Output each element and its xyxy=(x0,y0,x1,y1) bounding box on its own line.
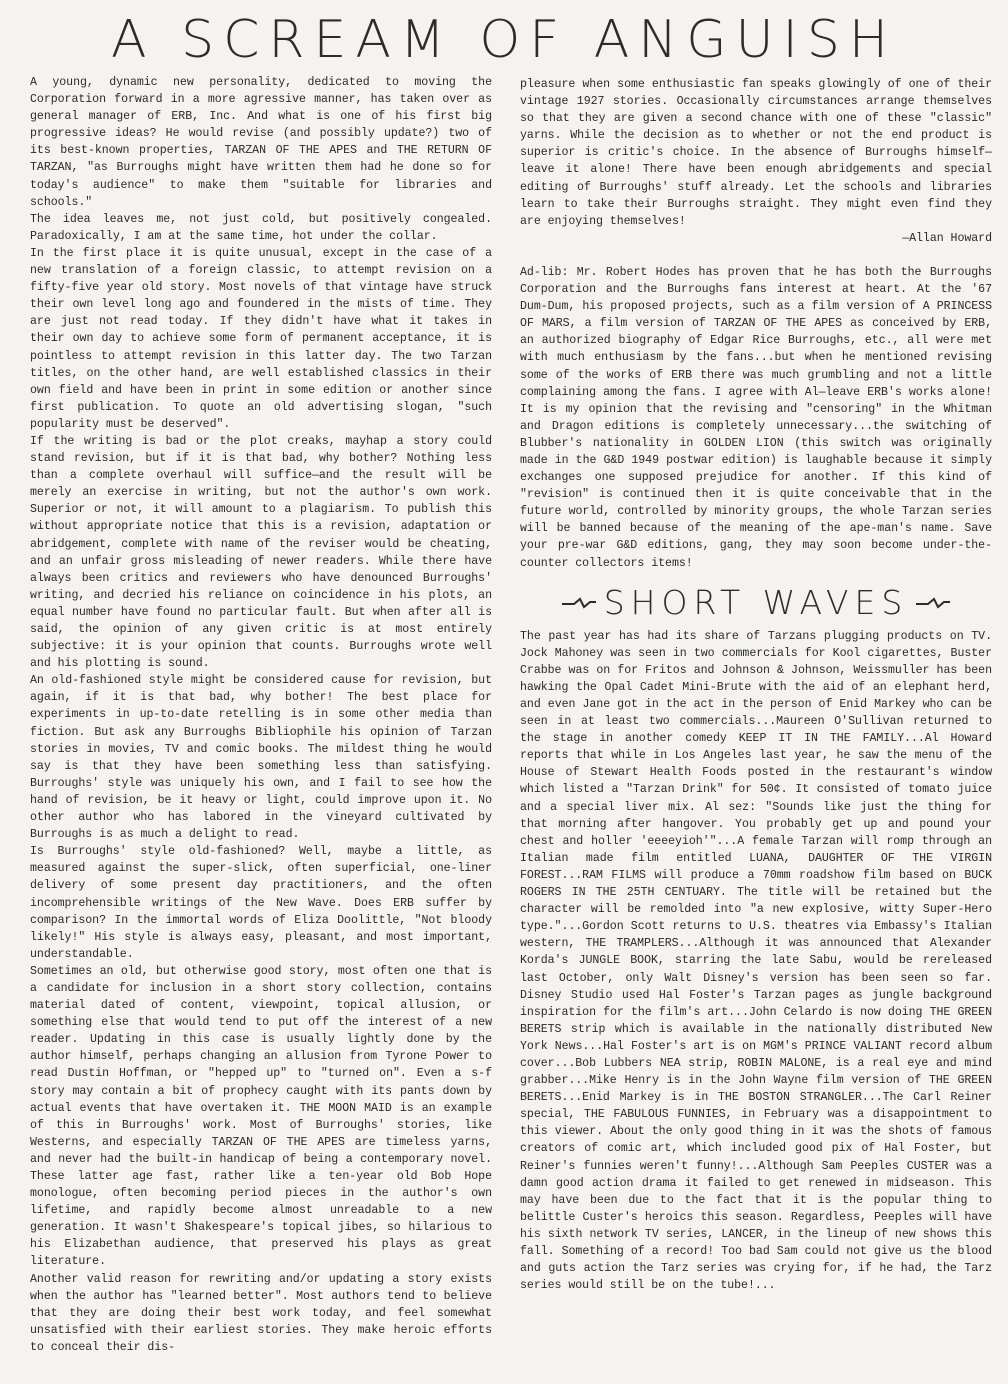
article-paragraph: Another valid reason for rewriting and/or updating a story exists when the author has "learned better". Most authors tend to believe that they are doing their best work today, and feel somewhat unsatisfied with their earliest stories. They make heroic efforts to conceal their dis- xyxy=(30,1272,492,1354)
left-column xyxy=(30,74,492,1356)
author-signature: —Allan Howard xyxy=(902,231,992,245)
article-paragraph: Is Burroughs' style old-fashioned? Well, maybe a little, as measured against the super-slick, often superficial, one-liner delivery of some present day practitioners, and the often incomprehensible writings of the New Wave. Does ERB suffer by comparison? In the immortal words of Eliza Doolittle, "Not bloody likely!" His style is always easy, pleasant, and most important, understandable. xyxy=(30,845,492,961)
right-column xyxy=(520,76,992,1294)
article-paragraph: A young, dynamic new personality, dedicated to moving the Corporation forward in a more agressive manner, has taken over as general manager of ERB, Inc. And what is one of his first big progressive ideas? He would revise (and possibly update?) two of its best-known properties, TARZAN OF THE APES and THE RETURN OF TARZAN, "as Burroughs might have written them had he done so for today's audience" to make them "suitable for libraries and schools." xyxy=(30,76,492,209)
article-paragraph: pleasure when some enthusiastic fan speaks glowingly of one of their vintage 1927 stories. Occasionally circumstances arrange themselves so that they are given a second chance with one of these "classic" yarns. While the decision as to whether or not the end product is superior is critic's choice. In the absence of Burroughs himself—leave it alone! There have been enough abridgements and special editing of Burroughs' stuff already. Let the schools and libraries learn to take their Burroughs straight. They might even find they are enjoying themselves! xyxy=(520,78,992,228)
article-paragraph: The idea leaves me, not just cold, but positively congealed. Paradoxically, I am at the same time, hot under the collar. xyxy=(30,212,492,243)
page-title: A SCREAM OF ANGUISH xyxy=(110,10,897,70)
article-paragraph: If the writing is bad or the plot creaks, mayhap a story could stand revision, but if it is that bad, why bother? Nothing less than a complete overhaul will suffice—and the result will be merely an exercise in writing, but not the author's own work. Superior or not, it will amount to a plagiarism. To publish this without appropriate notice that this is a revision, adaptation or abridgement, complete with name of the reviser would be cheating, and an unfair gross misleading of newer readers. While there have always been critics and reviewers who have denounced Burroughs' writing, and decried his reliance on coincidence in his plots, an equal number have found no particular fault. But when after all is said, the opinion of any given critic is at most entirely subjective: it is your opinion that counts. Burroughs wrote well and his plotting is sound. xyxy=(30,434,492,671)
short-waves-paragraph: The past year has had its share of Tarzans plugging products on TV. Jock Mahoney was seen in two commercials for Kool cigarettes, Buster Crabbe was on for Fritos and Johnson & Johnson, Weissmuller has been hawking the Opal Cadet Mini-Brute with the aid of an elephant herd, and even Jane got in the act in the person of Enid Markey who can be seen in at least two commercials...Maureen O'Sullivan returned to the stage in another comedy KEEP IT IN THE FAMILY...Al Howard reports that while in Los Angeles last year, he saw the menu of the House of Stewart Health Foods posted in the restaurant's window which listed a "Tarzan Drink" for 50¢. It consisted of tomato juice and a special liver mix. Al sez: "Sounds like just the thing for that morning after hangover. You probably get up and pound your chest and holler 'eeeeyioh'"...A female Tarzan will romp through an Italian made film entitled LUANA, DAUGHTER OF THE VIRGIN FOREST...RAM FILMS will produce a 70mm roadshow film based on BUCK ROGERS IN THE 25TH CENTUARY. The title will be retained but the character will be remolded into "a new explosive, witty Super-Hero type."...Gordon Scott returns to U.S. theatres via Embassy's Italian western, THE TRAMPLERS...Although it was announced that Alexander Korda's JUNGLE BOOK, starring the late Sabu, would be rereleased last October, only Walt Disney's version has been seen so far. Disney Studio used Hal Foster's Tarzan pages as jungle background inspiration for the film's art...John Celardo is now doing THE GREEN BERETS strip which is available in the nationally distributed New York News...Hal Foster's art is on MGM's PRINCE VALIANT record album cover...Bob Lubbers NEA strip, ROBIN MALONE, is a real eye and mind grabber...Mike Henry is in the John Wayne film version of THE GREEN BERETS...Enid Markey is in THE BOSTON STRANGLER...The Carl Reiner special, THE FABULOUS FUNNIES, in February was a disappointment to this viewer. About the only good thing in it was the shots of famous creators of comic art, which included good pix of Hal Foster, but Reiner's funnies weren't funny!...Although Sam Peeples CUSTER was a damn good action drama it failed to get renewed in midseason. This may have been due to the fact that it is the popular thing to belittle Custer's heroics this season. Regardless, Peeples will have his sixth network TV series, LANCER, in the lineup of new shows this fall. Something of a record! Too bad Sam could not give us the blood and guts action the Tarz series was crying for, if he had, the Tarz series would still be on the tube!... xyxy=(520,629,992,1293)
zigzag-left-icon xyxy=(560,595,598,611)
adlib-paragraph: Ad-lib: Mr. Robert Hodes has proven that he has both the Burroughs Corporation and the Burroughs fans interest at heart. At the '67 Dum-Dum, his proposed projects, such as a film version of A PRINCESS OF MARS, a film version of TARZAN OF THE APES as conceived by ERB, an authorized biography of Edgar Rice Burroughs, etc., all were met with much enthusiasm by the fans...but when he mentioned revising some of the works of ERB there was much grumbling and not a little complaining among the fans. I agree with Al—leave ERB's works alone! It is my opinion that the revising and "censoring" in the Whitman and Dragon editions is completely unnecessary...the switching of Blubber's nationality in GOLDEN LION (this switch was originally made in the G&D 1949 postwar edition) is laughable because it simply exchanges one supposed prejudice for another. If this kind of "revision" is continued then it is quite conceivable that in the future world, controlled by minority groups, the whole Tarzan series will be banned because of the meaning of the ape-man's name. Save your pre-war G&D editions, gang, they may soon become under-the-counter collectors items! xyxy=(520,265,992,570)
article-paragraph: Sometimes an old, but otherwise good story, most often one that is a candidate for inclusion in a short story collection, contains material dated of content, viewpoint, topical allusion, or something else that would tend to put off the interest of a new reader. Updating in this case is usually lightly done by the author himself, perhaps changing an allusion from Tyrone Power to read Dustin Hoffman, or "hepped up" to "turned on". Even a s-f story may contain a bit of prophecy caught with its pants down by actual events that have overtaken it. THE MOON MAID is an example of this in Burroughs' work. Most of Burroughs' stories, like Westerns, and especially TARZAN OF THE APES are timeless yarns, and never had the built-in handicap of being a contemporary novel. These latter age fast, rather like a ten-year old Bob Hope monologue, often becoming period pieces in the author's own lifetime, and rapidly become almost unreadable to a new generation. It wasn't Shakespeare's topical jibes, so hilarious to his Elizabethan audience, that preserved his plays as great literature. xyxy=(30,964,492,1269)
article-paragraph: An old-fashioned style might be considered cause for revision, but again, if it is that bad, why bother! The best place for experiments in up-to-date retelling is in some other media than fiction. But ask any Burroughs Bibliophile his opinion of Tarzan stories in movies, TV and comic books. The mildest thing he would say is that they have been something less than satisfying. Burroughs' style was uniquely his own, and I fail to see how the hand of revision, be it heavy or light, could improve upon it. No other author who has labored in the vineyard cultivated by Burroughs is as much a delight to read. xyxy=(30,674,492,842)
article-paragraph: In the first place it is quite unusual, except in the case of a new translation of a foreign classic, to attempt revision on a fifty-five year old story. Most novels of that vintage have struck their own level long ago and foundered in the mists of time. They are just not read today. If they didn't have what it takes in their own day to achieve some form of permanent acceptance, it is pointless to attempt revision in this latter day. The two Tarzan titles, on the other hand, are well established classics in their own field and have been in print in some edition or another since first publication. To quote an old advertising slogan, "such popularity must be deserved". xyxy=(30,246,492,431)
section-title: SHORT WAVES xyxy=(603,583,909,623)
spacer xyxy=(520,247,992,264)
zigzag-right-icon xyxy=(914,595,952,611)
short-waves-header xyxy=(520,580,992,626)
